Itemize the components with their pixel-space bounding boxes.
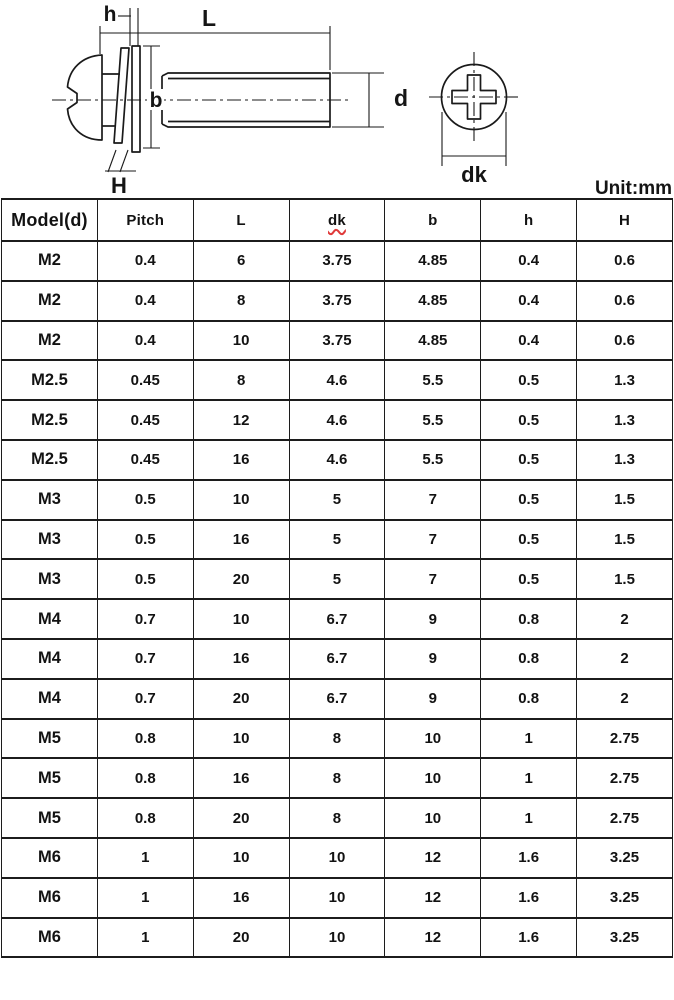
value-cell: 0.7 bbox=[97, 679, 193, 719]
value-cell: 10 bbox=[193, 321, 289, 361]
model-cell: M4 bbox=[2, 639, 98, 679]
value-cell: 1.5 bbox=[577, 559, 673, 599]
value-cell: 6 bbox=[193, 241, 289, 281]
value-cell: 4.6 bbox=[289, 360, 385, 400]
value-cell: 0.8 bbox=[97, 798, 193, 838]
header-row bbox=[2, 199, 673, 241]
value-cell: 0.8 bbox=[97, 719, 193, 759]
table-row bbox=[2, 798, 673, 838]
value-cell: 10 bbox=[385, 758, 481, 798]
table-row bbox=[2, 440, 673, 480]
col-header-b: b bbox=[385, 199, 481, 241]
value-cell: 0.6 bbox=[577, 321, 673, 361]
value-cell: 5.5 bbox=[385, 360, 481, 400]
table-row bbox=[2, 480, 673, 520]
dim-label-d: d bbox=[393, 85, 409, 111]
value-cell: 2.75 bbox=[577, 719, 673, 759]
value-cell: 3.25 bbox=[577, 918, 673, 958]
value-cell: 5.5 bbox=[385, 400, 481, 440]
table-row bbox=[2, 360, 673, 400]
value-cell: 1.3 bbox=[577, 400, 673, 440]
value-cell: 7 bbox=[385, 520, 481, 560]
value-cell: 0.8 bbox=[481, 599, 577, 639]
spec-table-head bbox=[2, 199, 673, 241]
dim-label-dk: dk bbox=[461, 162, 487, 187]
value-cell: 0.5 bbox=[481, 480, 577, 520]
dim-label-H: H bbox=[111, 173, 127, 198]
value-cell: 1 bbox=[97, 838, 193, 878]
pan-head-outline bbox=[68, 55, 103, 140]
value-cell: 9 bbox=[385, 679, 481, 719]
table-row bbox=[2, 241, 673, 281]
model-cell: M2 bbox=[2, 321, 98, 361]
value-cell: 4.85 bbox=[385, 321, 481, 361]
value-cell: 0.7 bbox=[97, 639, 193, 679]
value-cell: 6.7 bbox=[289, 639, 385, 679]
value-cell: 0.45 bbox=[97, 440, 193, 480]
value-cell: 4.6 bbox=[289, 440, 385, 480]
value-cell: 2 bbox=[577, 599, 673, 639]
value-cell: 5 bbox=[289, 520, 385, 560]
value-cell: 12 bbox=[385, 878, 481, 918]
table-row bbox=[2, 559, 673, 599]
spring-washer bbox=[114, 48, 129, 143]
value-cell: 12 bbox=[385, 838, 481, 878]
dim-label-h: h bbox=[103, 3, 117, 26]
value-cell: 0.5 bbox=[481, 360, 577, 400]
value-cell: 8 bbox=[193, 360, 289, 400]
value-cell: 0.7 bbox=[97, 599, 193, 639]
col-header-length: L bbox=[193, 199, 289, 241]
value-cell: 0.4 bbox=[481, 321, 577, 361]
value-cell: 5 bbox=[289, 559, 385, 599]
value-cell: 16 bbox=[193, 878, 289, 918]
model-cell: M4 bbox=[2, 679, 98, 719]
value-cell: 10 bbox=[193, 599, 289, 639]
value-cell: 5.5 bbox=[385, 440, 481, 480]
value-cell: 8 bbox=[289, 758, 385, 798]
model-cell: M3 bbox=[2, 559, 98, 599]
value-cell: 20 bbox=[193, 679, 289, 719]
value-cell: 1.3 bbox=[577, 360, 673, 400]
value-cell: 0.5 bbox=[97, 520, 193, 560]
technical-drawing-area bbox=[0, 0, 674, 198]
value-cell: 0.4 bbox=[481, 241, 577, 281]
value-cell: 0.4 bbox=[97, 241, 193, 281]
value-cell: 2 bbox=[577, 679, 673, 719]
value-cell: 0.5 bbox=[481, 520, 577, 560]
table-row bbox=[2, 639, 673, 679]
value-cell: 7 bbox=[385, 559, 481, 599]
table-row bbox=[2, 400, 673, 440]
value-cell: 4.85 bbox=[385, 241, 481, 281]
value-cell: 16 bbox=[193, 639, 289, 679]
value-cell: 1.6 bbox=[481, 838, 577, 878]
value-cell: 4.6 bbox=[289, 400, 385, 440]
dim-label-L: L bbox=[201, 5, 217, 31]
value-cell: 8 bbox=[289, 798, 385, 838]
value-cell: 1 bbox=[481, 758, 577, 798]
value-cell: 0.4 bbox=[97, 281, 193, 321]
model-cell: M6 bbox=[2, 878, 98, 918]
model-cell: M2.5 bbox=[2, 440, 98, 480]
value-cell: 16 bbox=[193, 520, 289, 560]
value-cell: 1.6 bbox=[481, 918, 577, 958]
value-cell: 10 bbox=[193, 838, 289, 878]
col-header-dk bbox=[289, 199, 385, 241]
dim-label-b: b bbox=[149, 89, 163, 112]
value-cell: 10 bbox=[385, 798, 481, 838]
value-cell: 1.6 bbox=[481, 878, 577, 918]
value-cell: 0.5 bbox=[481, 400, 577, 440]
value-cell: 3.75 bbox=[289, 281, 385, 321]
value-cell: 5 bbox=[289, 480, 385, 520]
unit-note: Unit:mm bbox=[594, 178, 672, 198]
value-cell: 0.8 bbox=[481, 679, 577, 719]
value-cell: 0.4 bbox=[481, 281, 577, 321]
model-cell: M4 bbox=[2, 599, 98, 639]
table-row bbox=[2, 281, 673, 321]
table-row bbox=[2, 878, 673, 918]
value-cell: 12 bbox=[385, 918, 481, 958]
model-cell: M6 bbox=[2, 838, 98, 878]
value-cell: 12 bbox=[193, 400, 289, 440]
value-cell: 1 bbox=[97, 878, 193, 918]
value-cell: 20 bbox=[193, 918, 289, 958]
model-cell: M3 bbox=[2, 520, 98, 560]
value-cell: 6.7 bbox=[289, 679, 385, 719]
value-cell: 3.75 bbox=[289, 321, 385, 361]
col-header-model: Model(d) bbox=[2, 199, 98, 241]
value-cell: 0.4 bbox=[97, 321, 193, 361]
value-cell: 8 bbox=[289, 719, 385, 759]
screw-side-view bbox=[68, 46, 331, 152]
value-cell: 1 bbox=[481, 798, 577, 838]
value-cell: 0.45 bbox=[97, 360, 193, 400]
value-cell: 10 bbox=[193, 480, 289, 520]
value-cell: 2 bbox=[577, 639, 673, 679]
value-cell: 9 bbox=[385, 599, 481, 639]
value-cell: 1.3 bbox=[577, 440, 673, 480]
table-row bbox=[2, 838, 673, 878]
col-header-h-upper: H bbox=[577, 199, 673, 241]
model-cell: M2 bbox=[2, 281, 98, 321]
screw-technical-drawing bbox=[0, 0, 674, 198]
value-cell: 1.5 bbox=[577, 480, 673, 520]
value-cell: 16 bbox=[193, 758, 289, 798]
value-cell: 8 bbox=[193, 281, 289, 321]
model-cell: M5 bbox=[2, 798, 98, 838]
value-cell: 0.6 bbox=[577, 281, 673, 321]
model-cell: M6 bbox=[2, 918, 98, 958]
value-cell: 0.8 bbox=[97, 758, 193, 798]
value-cell: 0.6 bbox=[577, 241, 673, 281]
value-cell: 1.5 bbox=[577, 520, 673, 560]
model-cell: M5 bbox=[2, 758, 98, 798]
model-cell: M2 bbox=[2, 241, 98, 281]
dk-misspelling-squiggle: dk bbox=[328, 211, 346, 229]
value-cell: 10 bbox=[289, 878, 385, 918]
model-cell: M3 bbox=[2, 480, 98, 520]
value-cell: 0.5 bbox=[97, 480, 193, 520]
value-cell: 9 bbox=[385, 639, 481, 679]
col-header-pitch: Pitch bbox=[97, 199, 193, 241]
value-cell: 10 bbox=[289, 918, 385, 958]
table-row bbox=[2, 679, 673, 719]
value-cell: 3.25 bbox=[577, 878, 673, 918]
value-cell: 1 bbox=[481, 719, 577, 759]
value-cell: 0.5 bbox=[481, 440, 577, 480]
value-cell: 3.25 bbox=[577, 838, 673, 878]
table-row bbox=[2, 758, 673, 798]
table-row bbox=[2, 719, 673, 759]
value-cell: 3.75 bbox=[289, 241, 385, 281]
value-cell: 16 bbox=[193, 440, 289, 480]
model-cell: M2.5 bbox=[2, 400, 98, 440]
centerlines bbox=[52, 52, 519, 143]
table-row bbox=[2, 599, 673, 639]
value-cell: 20 bbox=[193, 798, 289, 838]
value-cell: 10 bbox=[193, 719, 289, 759]
value-cell: 1 bbox=[97, 918, 193, 958]
table-row bbox=[2, 918, 673, 958]
table-row bbox=[2, 520, 673, 560]
value-cell: 7 bbox=[385, 480, 481, 520]
value-cell: 10 bbox=[385, 719, 481, 759]
value-cell: 4.85 bbox=[385, 281, 481, 321]
spec-table-body bbox=[2, 241, 673, 957]
value-cell: 0.8 bbox=[481, 639, 577, 679]
value-cell: 2.75 bbox=[577, 798, 673, 838]
value-cell: 0.45 bbox=[97, 400, 193, 440]
value-cell: 6.7 bbox=[289, 599, 385, 639]
value-cell: 2.75 bbox=[577, 758, 673, 798]
model-cell: M2.5 bbox=[2, 360, 98, 400]
value-cell: 0.5 bbox=[481, 559, 577, 599]
model-cell: M5 bbox=[2, 719, 98, 759]
flat-washer bbox=[132, 46, 140, 152]
value-cell: 10 bbox=[289, 838, 385, 878]
value-cell: 20 bbox=[193, 559, 289, 599]
col-header-h-lower: h bbox=[481, 199, 577, 241]
value-cell: 0.5 bbox=[97, 559, 193, 599]
table-row bbox=[2, 321, 673, 361]
spec-table bbox=[1, 198, 673, 958]
